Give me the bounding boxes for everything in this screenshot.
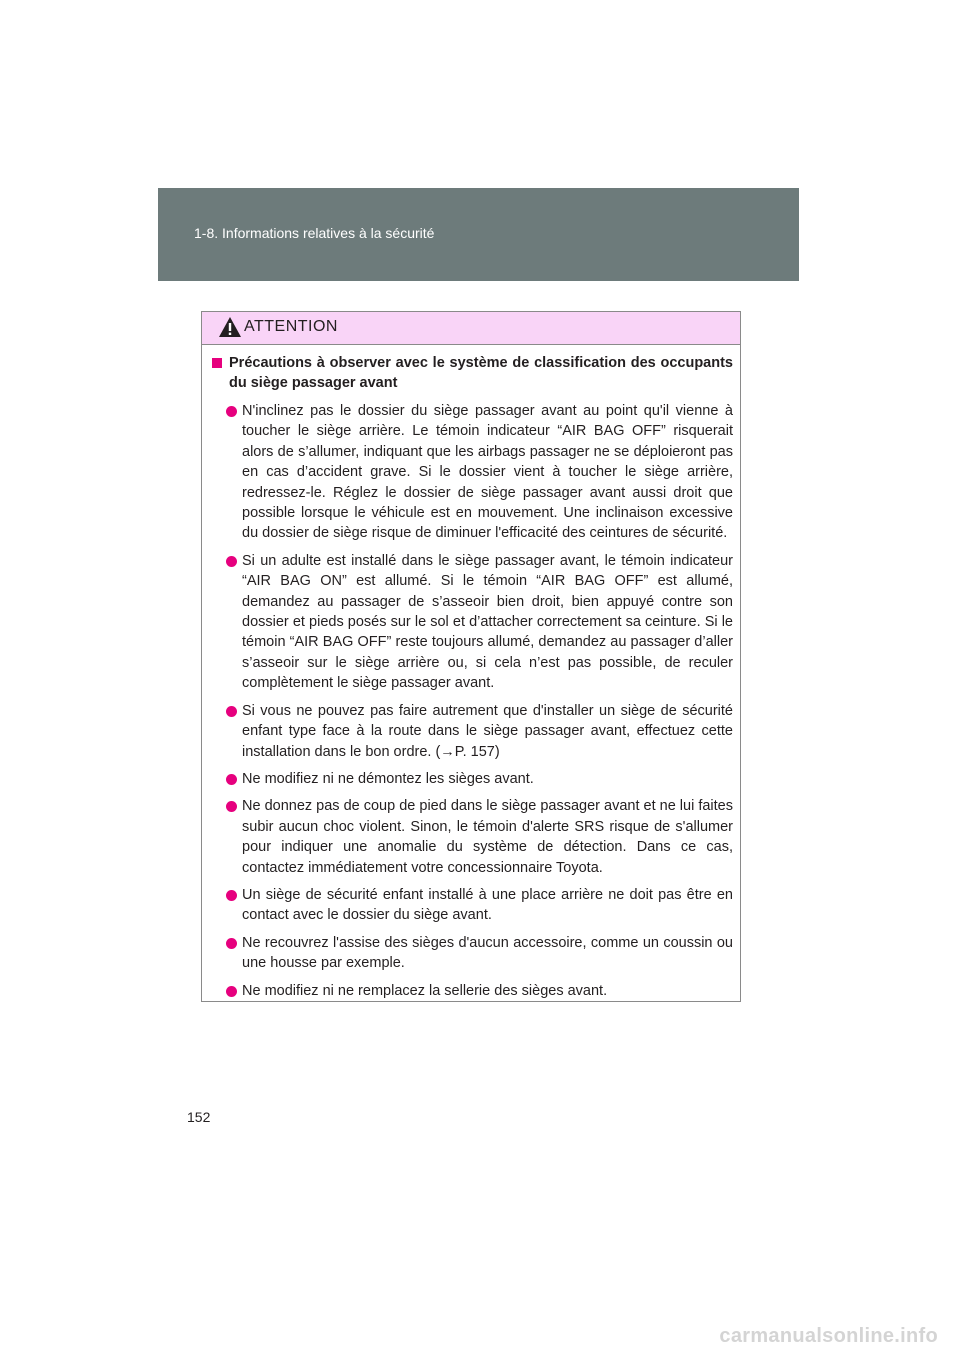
list-item-text: Ne modifiez ni ne démontez les sièges avant. — [242, 770, 534, 787]
section-header-band — [158, 188, 799, 281]
list-item-text: N'inclinez pas le dossier du siège passager avant au point qu'il vienne à toucher le siège arrière. Le témoin indicateur “AIR BAG OFF” risquerait alors de s’allumer, indiquant que les airbags passager ne se déploieront pas en cas d’accident grave. Si le dossier vient à toucher le siège arrière, redressez-le. Réglez le dossier de siège passager avant aussi droit que possible lorsque le véhicule est en mouvement. Une inclinaison excessive du dossier de siège risque de diminuer l'efficacité des ceintures de sécurité. — [242, 403, 733, 542]
list-item — [212, 701, 733, 762]
list-item — [212, 401, 733, 544]
warning-heading — [212, 353, 733, 393]
warning-body — [202, 345, 740, 1001]
warning-box — [201, 311, 741, 1002]
warning-heading-text: Précautions à observer avec le système de classification des occupants du siège passager avant — [229, 355, 733, 391]
list-item-text: Si vous ne pouvez pas faire autrement que d'installer un siège de sécurité enfant type face à la route dans le siège passager avant, effectuez cette installation dans le bon ordre. (→P. 157) — [242, 702, 733, 760]
list-item-text: Si un adulte est installé dans le siège passager avant, le témoin indicateur “AIR BAG ON” est allumé. Si le témoin “AIR BAG OFF” est allumé, demandez au passager de s’asseoir bien droit, bien appuyé contre son dossier et pieds posés sur le sol et d’attacher correctement sa ceinture. Si le témoin “AIR BAG OFF” reste toujours allumé, demandez au passager d’aller s’asseoir sur le siège arrière ou, si cela n’est pas possible, de reculer complètement le siège passager avant. — [242, 552, 733, 692]
list-item-text: Ne recouvrez l'assise des sièges d'aucun accessoire, comme un coussin ou une housse par exemple. — [242, 934, 733, 972]
warning-triangle-icon — [218, 316, 242, 338]
section-title: 1-8. Informations relatives à la sécurité — [194, 225, 435, 241]
list-item — [212, 933, 733, 974]
watermark: carmanualsonline.info — [719, 1325, 938, 1347]
list-item-text: Ne donnez pas de coup de pied dans le siège passager avant et ne lui faites subir aucun choc violent. Sinon, le témoin d'alerte SRS risque de s'allumer pour indiquer une anomalie du système de détection. Dans ce cas, contactez immédiatement votre concessionnaire Toyota. — [242, 798, 733, 876]
bullet-dot-icon — [226, 986, 237, 997]
warning-title: ATTENTION — [244, 318, 338, 335]
bullet-dot-icon — [226, 801, 237, 812]
list-item — [212, 769, 733, 789]
list-item — [212, 981, 733, 1001]
warning-header — [202, 312, 740, 345]
list-item — [212, 796, 733, 878]
bullet-dot-icon — [226, 406, 237, 417]
bullet-dot-icon — [226, 706, 237, 717]
bullet-dot-icon — [226, 774, 237, 785]
bullet-dot-icon — [226, 890, 237, 901]
list-item-text: Ne modifiez ni ne remplacez la sellerie des sièges avant. — [242, 982, 608, 999]
page-number: 152 — [187, 1109, 211, 1125]
list-item-text: Un siège de sécurité enfant installé à une place arrière ne doit pas être en contact avec le dossier du siège avant. — [242, 886, 733, 924]
bullet-dot-icon — [226, 938, 237, 949]
list-item — [212, 885, 733, 926]
bullet-dot-icon — [226, 556, 237, 567]
list-item — [212, 551, 733, 694]
square-bullet-icon — [212, 358, 222, 368]
